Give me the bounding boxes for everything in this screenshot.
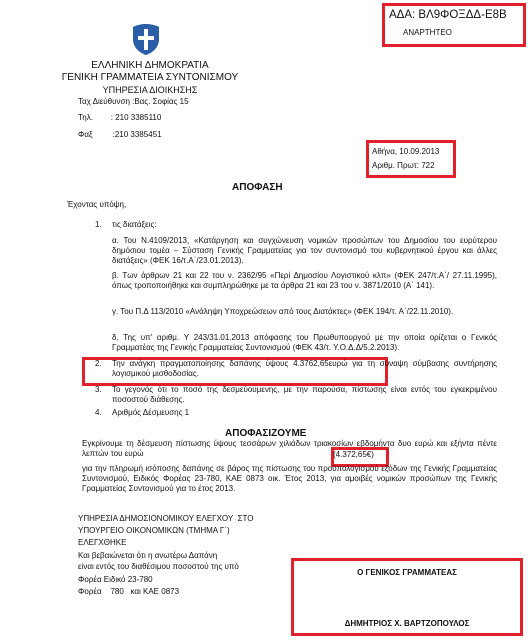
item-1-number: 1. (95, 220, 102, 229)
decide-paragraph-1: Εγκρίνουμε τη δέσμευση πίστωσης ύψους τεσσάρων χιλιάδων τριακοσίων εβδομήντα δυο ευρώ και εξήντα πέντε λεπτών του ευρώ (82, 439, 497, 458)
audit-line-6: Φορέα Ειδικό 23-780 (78, 575, 153, 584)
greek-emblem-icon (130, 22, 162, 56)
item-2-number: 2. (95, 359, 102, 368)
having-regard: Έχοντας υπόψη, (67, 200, 127, 209)
item-1c: γ. Του Π.Δ 113/2010 «Ανάληψη Υποχρεώσεων από τους Διατάκτες» (ΦΕΚ 194/τ. Α΄/22.11.2010). (112, 307, 454, 316)
ada-box (382, 3, 526, 47)
signature-role: Ο ΓΕΝΙΚΟΣ ΓΡΑΜΜΑΤΕΑΣ (357, 568, 457, 577)
contact-address: Ταχ Διεύθυνση :Βας. Σοφίας 15 (78, 97, 189, 106)
item-3-number: 3. (95, 385, 102, 394)
decide-paragraph-2: για την πληρωμή ισόποσης δαπάνης σε βάρος της πίστωσης του προϋπολογισμού εξόδων της Γενικής Γραμματείας Συντονισμού, Ειδικός Φορέας 23-780, ΚΑΕ 0873 οικ. Έτος 2013, για αμοιβές νομικών προσώπων της Γενικής Γραμματείας Συντονισμού για το έτος 2013. (82, 464, 497, 493)
item-1d: δ. Της υπ' αριθμ. Υ 243/31.01.2013 απόφασης του Πρωθυπουργού με την οποία ορίζεται ο Γενικός Γραμματέας της Γενικής Γραμματείας Συντονισμού (ΦΕΚ 43/τ. Υ.Ο.Δ.Δ/5.2.2013). (112, 333, 497, 352)
item-1-text: τις διατάξεις: (112, 220, 157, 229)
item-2-text: Την ανάγκη πραγματοποίησης δαπάνης ύψους 4.3762,65ευρώ για τη σύναψη σύμβασης συντήρησης λογισμικού μισθοδοσίας. (112, 359, 497, 378)
signature-name: ΔΗΜΗΤΡΙΟΣ Χ. ΒΑΡΤΖΟΠΟΥΛΟΣ (344, 619, 470, 628)
protocol-text: Αριθμ. Πρωτ: 722 (372, 161, 435, 170)
date-text: Αθήνα, 10.09.2013 (372, 147, 440, 156)
amount-text: (4.372,65€) (333, 450, 374, 459)
audit-line-7: Φορέα 780 και ΚΑΕ 0873 (78, 587, 180, 596)
date-protocol-box (366, 140, 456, 178)
header-line-3: ΥΠΗΡΕΣΙΑ ΔΙΟΙΚΗΣΗΣ (102, 85, 198, 95)
item-4-text: Αριθμός Δέσμευσης 1 (112, 408, 190, 417)
ada-status: ΑΝΑΡΤΗΤΕΟ (403, 28, 452, 37)
item-4-number: 4. (95, 408, 102, 417)
header-line-2: ΓΕΝΙΚΗ ΓΡΑΜΜΑΤΕΙΑ ΣΥΝΤΟΝΙΣΜΟΥ (61, 72, 239, 83)
item-1a: α. Του Ν.4109/2013, «Κατάργηση και συγχώνευση νομικών προσώπων του Δημοσίου του ευρύτερου δημόσιου τομέα – Σύσταση Γενικής Γραμματείας για τον συντονισμό του κυβερνητικού έργου και άλλες διατάξεις» (ΦΕΚ 16/τ.Α΄/23.01.2013). (112, 236, 497, 265)
item-3-text: Το γεγονός ότι το ποσό της δεσμεύουμενης, με την παρούσα, πίστωσης είναι εντός του εγκεκριμένου ποσοστού διάθεσης. (112, 385, 497, 404)
audit-block (78, 514, 278, 597)
ada-code: ΑΔΑ: ΒΛ9ΦΟΞΔΔ-Ε8Β (389, 9, 507, 21)
audit-line-1: ΥΠΗΡΕΣΙΑ ΔΗΜΟΣΙΟΝΟΜΙΚΟΥ ΕΛΕΓΧΟΥ ΣΤΟ (78, 514, 254, 523)
audit-line-3: ΕΛΕΓΧΘΗΚΕ (78, 538, 127, 547)
audit-line-5: είναι εντός του διαθέσιμου ποσοστού της υπό (78, 562, 239, 571)
signature-box (291, 558, 523, 636)
contact-tel: Τηλ. : 210 3385110 (78, 113, 162, 122)
contact-fax: Φαξ :210 3385451 (78, 130, 162, 139)
item-1b: β. Των άρθρων 21 και 22 του ν. 2362/95 «Περί Δημοσίου Λογιστικού κλπ» (ΦΕΚ 247/τ.Α΄/ 27.11.1995), όπως τροποποιήθηκε και συμπληρώθηκε με τα άρθρα 21 και 23 του ν. 3871/2010 (Α΄ 141). (112, 271, 497, 290)
header-line-1: ΕΛΛΗΝΙΚΗ ΔΗΜΟΚΡΑΤΙΑ (91, 60, 209, 71)
issuer-header (60, 60, 240, 96)
decision-title: ΑΠΟΦΑΣΗ (232, 182, 283, 193)
decide-title: ΑΠΟΦΑΣΙΖΟΥΜΕ (225, 428, 307, 439)
audit-line-4: Και βεβαιώνεται ότι η ανωτέρω Δαπάνη (78, 551, 218, 560)
audit-line-2: ΥΠΟΥΡΓΕΙΟ ΟΙΚΟΝΟΜΙΚΩΝ (ΤΜΗΜΑ Γ΄) (78, 526, 230, 535)
